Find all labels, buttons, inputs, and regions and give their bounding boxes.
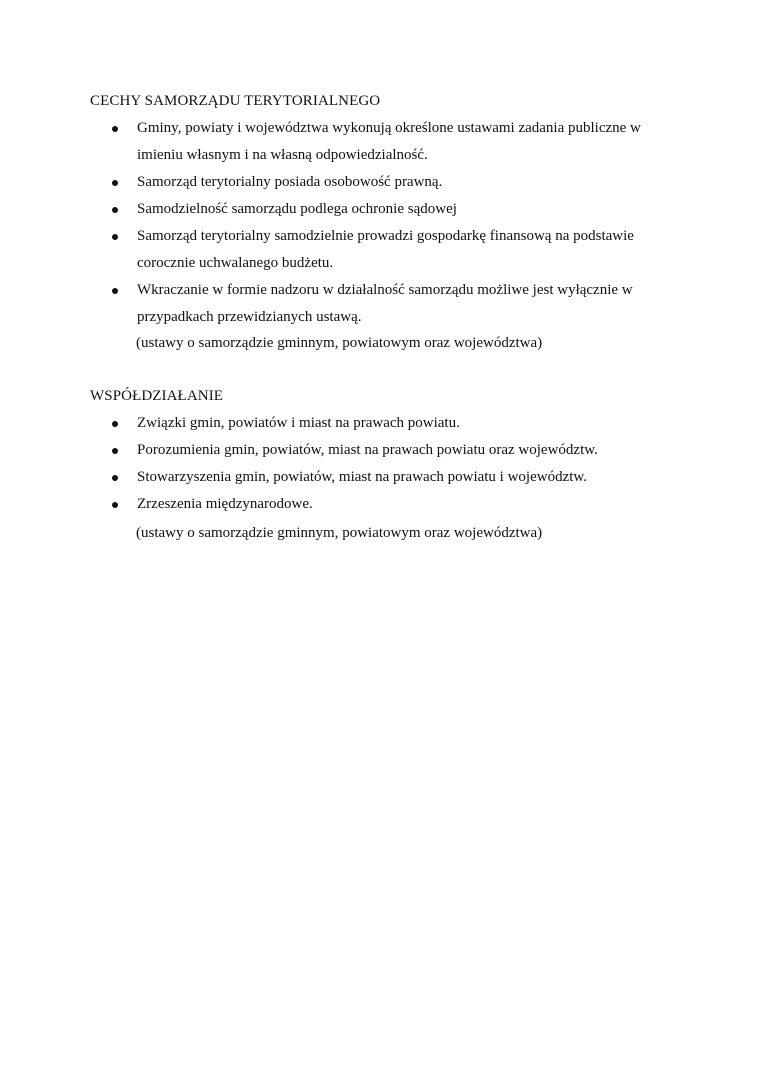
list-item <box>90 437 670 464</box>
bullet-icon <box>112 126 118 132</box>
bullet-icon <box>112 475 118 481</box>
list-item-text: Samorząd terytorialny posiada osobowość prawną. <box>137 174 443 190</box>
list-item <box>90 196 670 223</box>
bullet-icon <box>112 448 118 454</box>
list-item-text: Samodzielność samorządu podlega ochronie sądowej <box>137 201 457 217</box>
list-item <box>90 169 670 196</box>
bullet-icon <box>112 421 118 427</box>
list-item <box>90 464 670 491</box>
list-item-text: Wkraczanie w formie nadzoru w działalność samorządu możliwe jest wyłącznie w przypadkach przewidzianych ustawą. <box>137 282 633 325</box>
section-heading-cechy: CECHY SAMORZĄDU TERYTORIALNEGO <box>90 93 381 109</box>
list-item <box>90 410 670 437</box>
list-item <box>90 277 670 331</box>
list-item-text: Porozumienia gmin, powiatów, miast na prawach powiatu oraz województw. <box>137 442 598 458</box>
list-item <box>90 491 670 518</box>
list-item-text: Związki gmin, powiatów i miast na prawach powiatu. <box>137 415 460 431</box>
section-heading-wspoldzialanie: WSPÓŁDZIAŁANIE <box>90 388 224 404</box>
bullet-icon <box>112 288 118 294</box>
legal-source-note: (ustawy o samorządzie gminnym, powiatowym oraz województwa) <box>136 525 543 541</box>
bullet-icon <box>112 180 118 186</box>
list-item <box>90 115 670 169</box>
list-item-text: Gminy, powiaty i województwa wykonują określone ustawami zadania publiczne w imieniu własnym i na własną odpowiedzialność. <box>137 120 641 163</box>
list-item-text: Stowarzyszenia gmin, powiatów, miast na prawach powiatu i województw. <box>137 469 588 485</box>
cechy-list <box>90 115 670 331</box>
list-item-text: Samorząd terytorialny samodzielnie prowadzi gospodarkę finansową na podstawie corocznie uchwalanego budżetu. <box>137 228 634 271</box>
bullet-icon <box>112 207 118 213</box>
bullet-icon <box>112 234 118 240</box>
wspoldzialanie-list <box>90 410 670 518</box>
list-item-text: Zrzeszenia międzynarodowe. <box>137 496 313 512</box>
bullet-icon <box>112 502 118 508</box>
legal-source-note: (ustawy o samorządzie gminnym, powiatowym oraz województwa) <box>136 335 543 351</box>
list-item <box>90 223 670 277</box>
